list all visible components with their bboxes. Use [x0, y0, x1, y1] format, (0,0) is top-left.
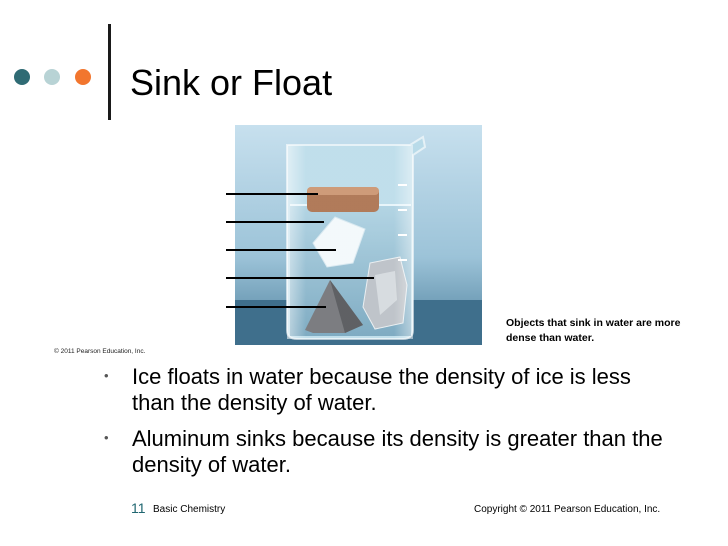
bullet-text: Aluminum sinks because its density is greater than the density of water. — [132, 426, 663, 477]
bullet-item — [104, 426, 664, 478]
bullet-marker: • — [104, 368, 109, 383]
accent-dot-1 — [14, 69, 30, 85]
bullet-marker: • — [104, 430, 109, 445]
figure-note: Objects that sink in water are more dense than water. — [506, 317, 681, 344]
leader-lead — [226, 306, 326, 308]
bullet-list — [104, 364, 664, 488]
footer-copyright: Copyright © 2011 Pearson Education, Inc. — [474, 504, 661, 515]
beaker-photo — [235, 125, 482, 345]
leader-water — [226, 249, 336, 251]
accent-dot-2 — [44, 69, 60, 85]
title-divider — [108, 24, 111, 120]
slide-number: 11 — [131, 500, 146, 516]
footer-course: Basic Chemistry — [153, 504, 226, 515]
slide-title: Sink or Float — [130, 62, 333, 103]
leader-cork — [226, 193, 318, 195]
bullet-item — [104, 364, 664, 416]
leader-aluminum — [226, 277, 374, 279]
leader-ice — [226, 221, 324, 223]
accent-dot-3 — [75, 69, 91, 85]
bullet-text: Ice floats in water because the density of ice is less than the density of water. — [132, 364, 631, 415]
figure-credit: © 2011 Pearson Education, Inc. — [54, 348, 146, 355]
